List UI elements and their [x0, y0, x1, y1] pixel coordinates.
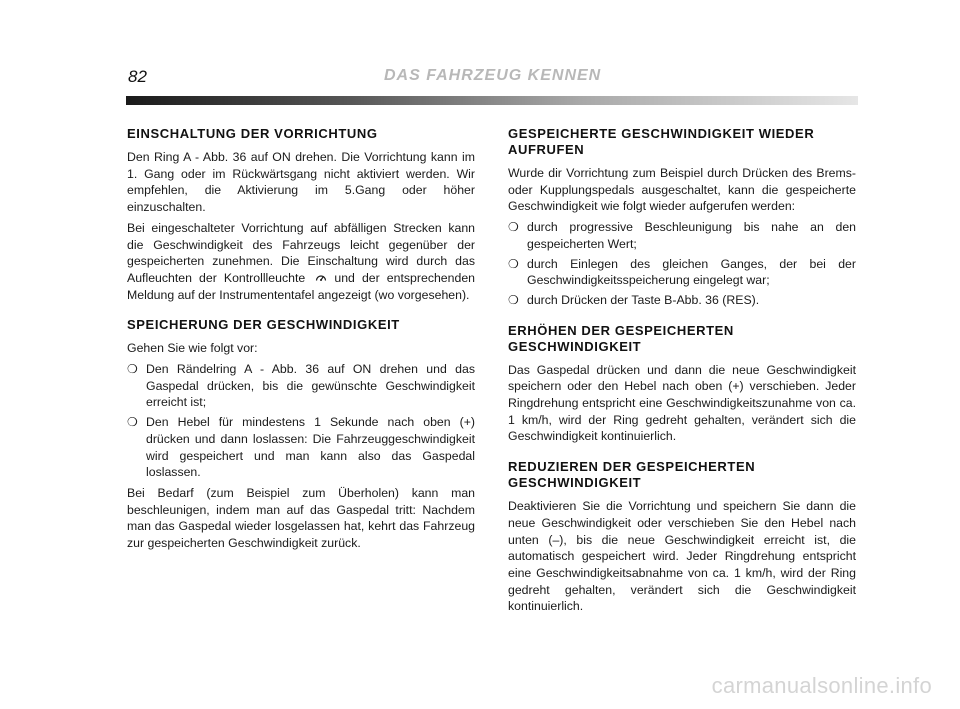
section-speicherung — [127, 317, 475, 551]
paragraph: Deaktivieren Sie die Vorrichtung und speichern Sie dann die neue Geschwindigkeit oder verschieben Sie den Hebel nach unten (–), bis die neue Geschwindigkeit erreicht ist, die automatisch gespeichert wird. Jeder Ringdrehung entspricht eine Geschwindigkeitsabnahme von ca. 1 km/h, wird der Ring gedreht gehalten, verändert sich die Geschwindigkeit kontinuierlich. — [508, 499, 856, 614]
section-einschaltung — [127, 126, 475, 303]
bullet-icon: ❍ — [127, 362, 138, 377]
bullet-icon: ❍ — [508, 256, 519, 271]
section-heading: ERHÖHEN DER GESPEICHERTEN GESCHWINDIGKEIT — [508, 322, 734, 354]
cruise-control-icon — [315, 272, 327, 283]
paragraph: Wurde dir Vorrichtung zum Beispiel durch Drücken des Brems- oder Kupplungspedals ausgeschaltet, kann die gespeicherte Geschwindigkeit wie folgt wieder aufgerufen werden: — [508, 166, 856, 214]
list-item: ❍ Den Rändelring A - Abb. 36 auf ON drehen und das Gaspedal drücken, bis die gewünschte Geschwindigkeit erreicht ist; — [127, 362, 475, 410]
paragraph: Das Gaspedal drücken und dann die neue Geschwindigkeit speichern oder den Hebel nach oben (+) verschieben. Jeder Ringdrehung entspricht eine Geschwindigkeitszunahme von ca. 1 km/h, wird der Ring gedreht gehalten, verändert sich die Geschwindigkeit kontinuierlich. — [508, 362, 856, 444]
paragraph: Den Ring A - Abb. 36 auf ON drehen. Die Vorrichtung kann im 1. Gang oder im Rückwärtsgang nicht aktiviert werden. Wir empfehlen, die Aktivierung im 5.Gang oder höher einzuschalten. — [127, 150, 475, 215]
section-erhoehen — [508, 323, 856, 446]
paragraph-text: und der entsprechenden Meldung auf der Instrumententafel angezeigt (wo vorgesehen). — [127, 270, 475, 302]
bullet-icon: ❍ — [127, 415, 138, 430]
paragraph: Gehen Sie wie folgt vor: — [127, 341, 258, 356]
bullet-icon: ❍ — [508, 292, 519, 307]
running-title: DAS FAHRZEUG KENNEN — [384, 67, 602, 84]
section-heading: EINSCHALTUNG DER VORRICHTUNG — [127, 126, 378, 141]
list-item: ❍ durch Einlegen des gleichen Ganges, der bei der Geschwindigkeitsspeicherung eingelegt war; — [508, 256, 856, 288]
paragraph-with-icon — [127, 220, 475, 304]
header-rule — [126, 96, 858, 105]
left-column — [127, 126, 475, 566]
section-wieder-aufrufen — [508, 126, 856, 309]
bullet-list — [508, 219, 856, 309]
paragraph-text: Bei eingeschalteter Vorrichtung auf abfälligen Strecken kann die Geschwindigkeit des Fahrzeugs leicht gegenüber der gespeicherten zunehmen. Die Einschaltung wird durch das Aufleuchten der Kontrollleuchte — [127, 220, 475, 285]
right-column — [508, 126, 856, 629]
bullet-icon: ❍ — [508, 220, 519, 235]
list-item: ❍ durch Drücken der Taste B-Abb. 36 (RES). — [508, 292, 760, 307]
paragraph: Bei Bedarf (zum Beispiel zum Überholen) kann man beschleunigen, indem man auf das Gaspedal tritt: Nachdem man das Gaspedal wieder losgelassen hat, kehrt das Fahrzeug zur gespeicherten Geschwindigkeit zurück. — [127, 485, 475, 551]
section-heading: REDUZIEREN DER GESPEICHERTEN GESCHWINDIGKEIT — [508, 459, 756, 491]
section-heading: GESPEICHERTE GESCHWINDIGKEIT WIEDER AUFRUFEN — [508, 126, 815, 157]
section-heading: SPEICHERUNG DER GESCHWINDIGKEIT — [127, 317, 400, 333]
list-item: ❍ durch progressive Beschleunigung bis nahe an den gespeicherten Wert; — [508, 220, 856, 251]
bullet-list — [127, 361, 475, 481]
watermark: carmanualsonline.info — [711, 673, 932, 698]
section-reduzieren — [508, 459, 856, 615]
page-number: 82 — [128, 67, 147, 86]
list-item: ❍ Den Hebel für mindestens 1 Sekunde nach oben (+) drücken und dann loslassen: Die Fahrzeuggeschwindigkeit wird gespeichert und man kann also das Gaspedal loslassen. — [127, 415, 475, 480]
